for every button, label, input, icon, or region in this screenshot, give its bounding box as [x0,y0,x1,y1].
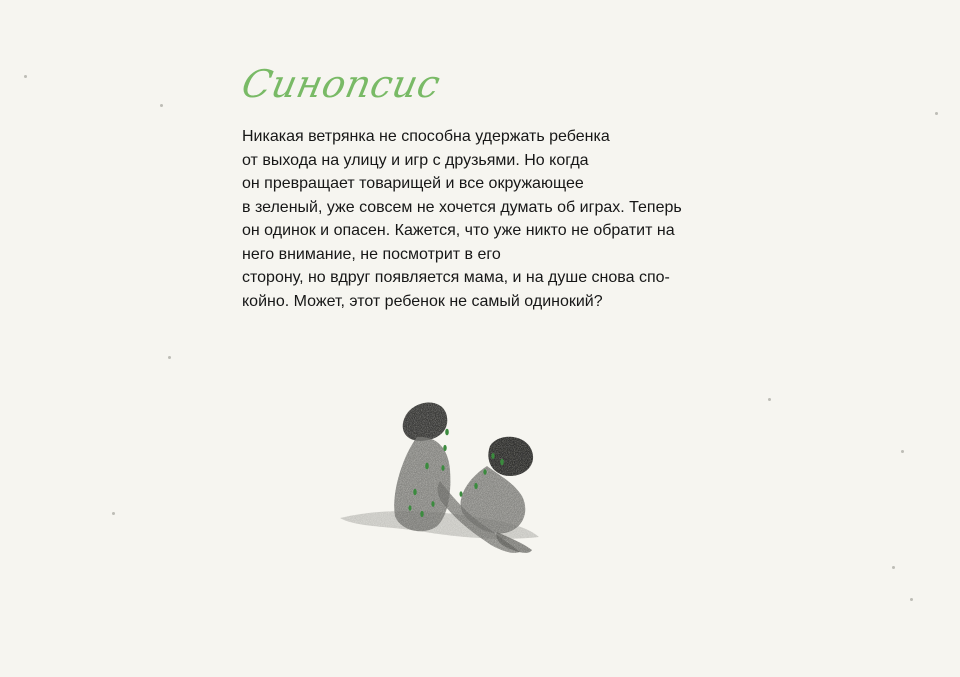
left-child-hair [403,402,448,441]
synopsis-line: него внимание, не посмотрит в его [242,245,501,263]
paper-speck [901,450,904,453]
paper-speck [935,112,938,115]
paper-speck [168,356,171,359]
synopsis-line: койно. Может, этот ребенок не самый одинокий? [242,292,603,310]
paper-speck [892,566,895,569]
synopsis-line: в зеленый, уже совсем не хочется думать об играх. Теперь [242,198,682,216]
synopsis-line: от выхода на улицу и игр с друзьями. Но когда [242,151,589,169]
children-illustration [325,390,550,575]
paper-speck [24,75,27,78]
synopsis-line: он одинок и опасен. Кажется, что уже никто не обратит на [242,222,675,239]
synopsis-line: Никакая ветрянка не способна удержать ребенка [242,128,610,145]
paper-speck [112,512,115,515]
synopsis-line: он превращает товарищей и все окружающее [242,175,584,192]
paper-speck [768,398,771,401]
page-title: Синопсис [238,62,445,106]
right-child-hair [488,437,533,476]
synopsis-line: сторону, но вдруг появляется мама, и на душе снова спо- [242,269,670,286]
paper-speck [160,104,163,107]
paper-speck [910,598,913,601]
synopsis-text [242,125,722,313]
